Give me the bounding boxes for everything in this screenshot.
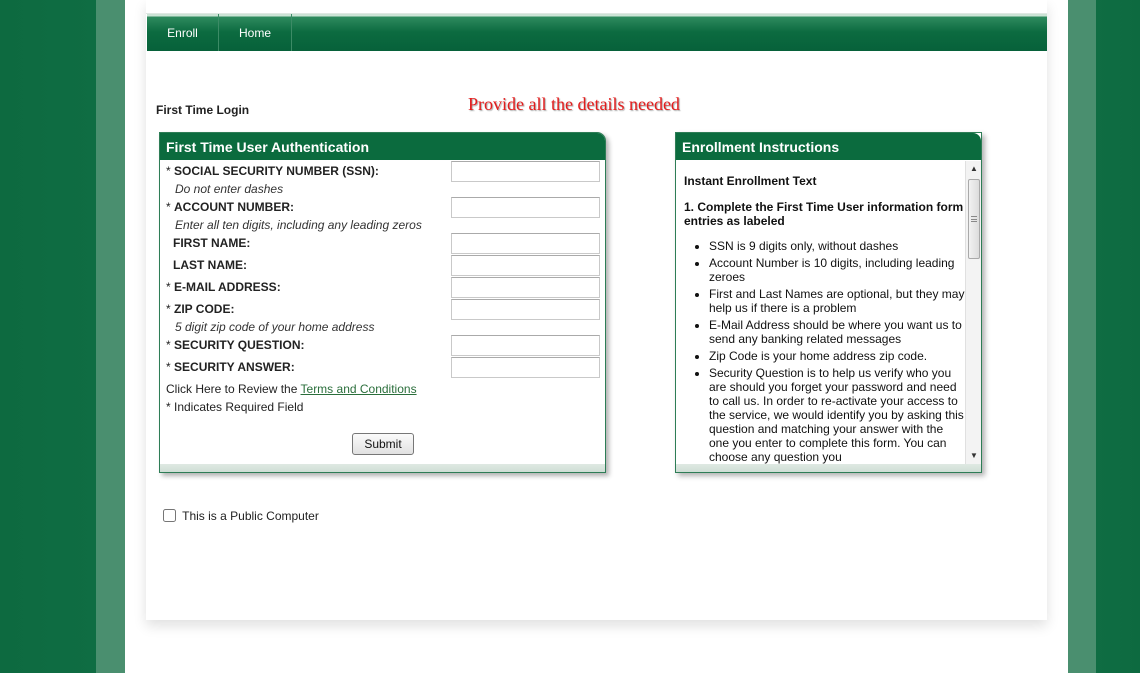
email-input[interactable] — [451, 277, 600, 298]
zip-input[interactable] — [451, 299, 600, 320]
instructions-step1: 1. Complete the First Time User information form entries as labeled — [684, 200, 964, 228]
required-note: * Indicates Required Field — [166, 400, 304, 414]
first-name-label-row — [173, 236, 250, 250]
nav-home[interactable]: Home — [219, 14, 292, 51]
submit-button[interactable]: Submit — [352, 433, 414, 455]
required-mark: * — [166, 200, 171, 214]
required-mark: * — [166, 360, 171, 374]
instructions-panel — [675, 132, 982, 473]
grip-icon — [971, 216, 977, 222]
last-name-input[interactable] — [451, 255, 600, 276]
ssn-label: SOCIAL SECURITY NUMBER (SSN): — [174, 164, 379, 178]
security-answer-input[interactable] — [451, 357, 600, 378]
instructions-body[interactable] — [676, 161, 965, 464]
required-mark: * — [166, 280, 171, 294]
required-mark: * — [166, 164, 171, 178]
terms-link[interactable]: Terms and Conditions — [300, 382, 417, 396]
panel-footer — [160, 464, 605, 472]
panel-footer — [676, 464, 981, 472]
list-item: • Security Question is to help us verify who you are should you forget your password and need to call us. In order to re-activate your access to the service, we would identify you by asking this question and matching your answer with the one you enter to complete this form. You can choose any question you — [709, 366, 965, 464]
terms-prefix: Click Here to Review the — [166, 382, 298, 396]
zip-label: ZIP CODE: — [174, 302, 235, 316]
notice-message: Provide all the details needed — [468, 94, 680, 114]
instructions-scrollbar[interactable] — [965, 161, 981, 464]
account-label: ACCOUNT NUMBER: — [174, 200, 295, 214]
security-question-label: SECURITY QUESTION: — [174, 338, 305, 352]
zip-hint: 5 digit zip code of your home address — [175, 320, 375, 334]
nav-enroll[interactable]: Enroll — [147, 14, 219, 51]
answer-label-row — [166, 360, 295, 374]
email-label: E-MAIL ADDRESS: — [174, 280, 281, 294]
list-item: • Zip Code is your home address zip code. — [709, 349, 965, 363]
list-item: • First and Last Names are optional, but they may help us if there is a problem — [709, 287, 965, 315]
public-computer-row — [163, 509, 319, 523]
list-item: • Account Number is 10 digits, including leading zeroes — [709, 256, 965, 284]
nav-bar — [147, 14, 1047, 51]
first-name-label: FIRST NAME: — [173, 236, 251, 250]
instructions-heading: Instant Enrollment Text — [684, 174, 817, 188]
scroll-thumb[interactable] — [968, 179, 980, 259]
last-name-label-row — [173, 258, 247, 272]
required-mark: * — [166, 302, 171, 316]
zip-label-row — [166, 302, 234, 316]
ssn-label-row — [166, 164, 379, 178]
up-arrow-icon[interactable]: ▲ — [970, 164, 978, 173]
public-computer-label: This is a Public Computer — [182, 509, 319, 523]
instructions-list — [684, 239, 965, 464]
security-question-input[interactable] — [451, 335, 600, 356]
account-input[interactable] — [451, 197, 600, 218]
header-strip — [146, 0, 1047, 14]
down-arrow-icon[interactable]: ▼ — [970, 451, 978, 460]
required-mark: * — [166, 338, 171, 352]
page-title: First Time Login — [156, 103, 250, 117]
ssn-input[interactable] — [451, 161, 600, 182]
first-name-input[interactable] — [451, 233, 600, 254]
account-label-row — [166, 200, 294, 214]
ssn-hint: Do not enter dashes — [175, 182, 284, 196]
public-computer-checkbox[interactable] — [163, 509, 176, 522]
instructions-panel-title: Enrollment Instructions — [676, 133, 981, 160]
security-answer-label: SECURITY ANSWER: — [174, 360, 295, 374]
account-hint: Enter all ten digits, including any leading zeros — [175, 218, 422, 232]
auth-panel — [159, 132, 606, 473]
list-item: • E-Mail Address should be where you want us to send any banking related messages — [709, 318, 965, 346]
last-name-label: LAST NAME: — [173, 258, 247, 272]
email-label-row — [166, 280, 281, 294]
terms-row — [166, 382, 417, 396]
auth-panel-title: First Time User Authentication — [160, 133, 605, 160]
question-label-row — [166, 338, 304, 352]
list-item: • SSN is 9 digits only, without dashes — [709, 239, 965, 253]
